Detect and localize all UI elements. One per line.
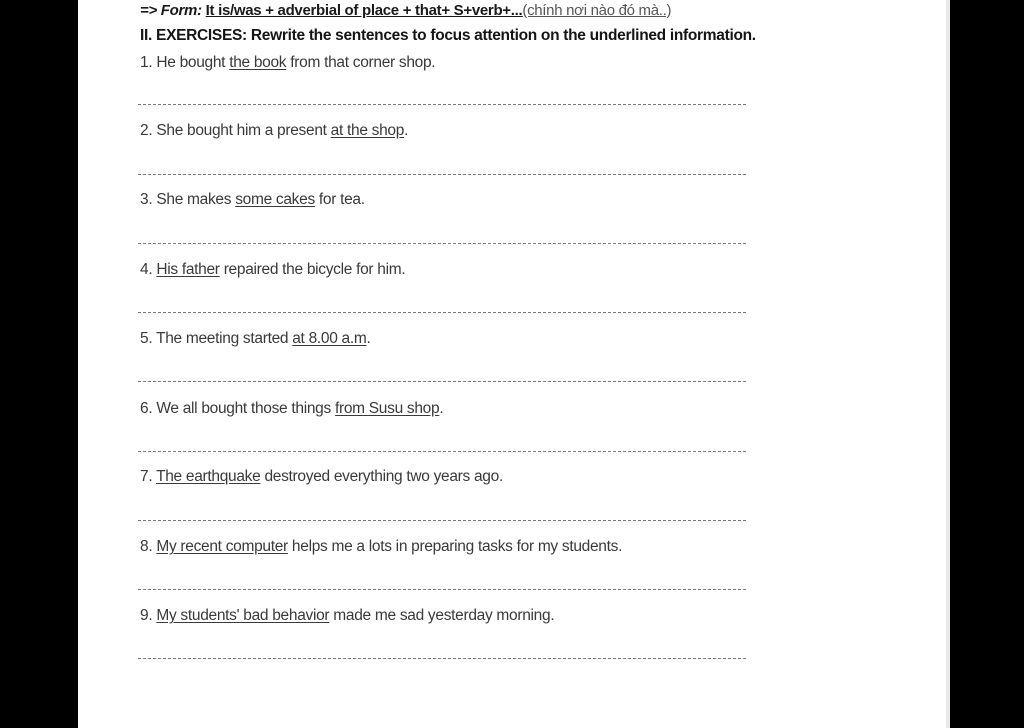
form-prefix: => Form:: [140, 2, 202, 19]
form-line: [140, 2, 671, 19]
exercise-text-before: The meeting started: [156, 330, 293, 347]
exercise-text-after: helps me a lots in preparing tasks for my students.: [287, 538, 623, 555]
exercise-number: 2.: [140, 122, 153, 139]
exercise-underlined: at 8.00 a.m: [292, 330, 367, 347]
exercise-text-after: made me sad yesterday morning.: [329, 607, 555, 624]
exercise-text-before: He bought: [156, 54, 230, 71]
exercise-underlined: the book: [229, 54, 287, 71]
exercise-5: [140, 330, 371, 348]
answer-line-1[interactable]: [138, 104, 746, 105]
exercise-underlined: The earthquake: [156, 468, 261, 485]
answer-line-9[interactable]: [138, 658, 746, 659]
form-note: (chính nơi nào đó mà..): [522, 2, 672, 19]
exercise-2: [140, 122, 408, 140]
exercise-number: 9.: [140, 607, 153, 624]
exercise-number: 5.: [140, 330, 153, 347]
exercise-4: [140, 261, 405, 279]
worksheet-page: [78, 0, 946, 728]
exercise-6: [140, 400, 443, 418]
exercise-number: 8.: [140, 538, 153, 555]
exercise-underlined: My recent computer: [156, 538, 288, 555]
exercise-underlined: some cakes: [235, 191, 315, 208]
exercise-number: 3.: [140, 191, 153, 208]
exercise-3: [140, 191, 365, 209]
exercise-underlined: from Susu shop: [334, 400, 440, 417]
exercise-text-before: She bought him a present: [156, 122, 331, 139]
exercise-text-after: from that corner shop.: [286, 54, 436, 71]
exercise-text-before: She makes: [156, 191, 236, 208]
exercise-1: [140, 54, 435, 72]
exercise-text-after: .: [366, 330, 371, 347]
answer-line-4[interactable]: [138, 312, 746, 313]
exercise-7: [140, 468, 503, 486]
answer-line-2[interactable]: [138, 174, 746, 175]
answer-line-3[interactable]: [138, 243, 746, 244]
exercise-text-after: repaired the bicycle for him.: [219, 261, 406, 278]
exercise-number: 1.: [140, 54, 153, 71]
exercise-text-after: .: [439, 400, 444, 417]
exercise-9: [140, 607, 554, 625]
form-formula: It is/was + adverbial of place + that+ S+verb+...: [205, 2, 523, 19]
exercise-number: 4.: [140, 261, 153, 278]
exercise-number: 6.: [140, 400, 153, 417]
exercise-text-after: destroyed everything two years ago.: [260, 468, 503, 485]
exercise-underlined: at the shop: [330, 122, 405, 139]
page-edge-shadow: [946, 0, 950, 728]
exercise-text-before: We all bought those things: [156, 400, 335, 417]
answer-line-6[interactable]: [138, 451, 746, 452]
exercise-text-after: for tea.: [314, 191, 365, 208]
answer-line-5[interactable]: [138, 381, 746, 382]
exercise-underlined: My students' bad behavior: [156, 607, 330, 624]
answer-line-8[interactable]: [138, 589, 746, 590]
exercise-8: [140, 538, 622, 556]
exercise-underlined: His father: [156, 261, 220, 278]
exercise-text-after: .: [404, 122, 409, 139]
exercises-heading: II. EXERCISES: Rewrite the sentences to focus attention on the underlined information.: [140, 27, 756, 44]
exercise-number: 7.: [140, 468, 153, 485]
answer-line-7[interactable]: [138, 520, 746, 521]
